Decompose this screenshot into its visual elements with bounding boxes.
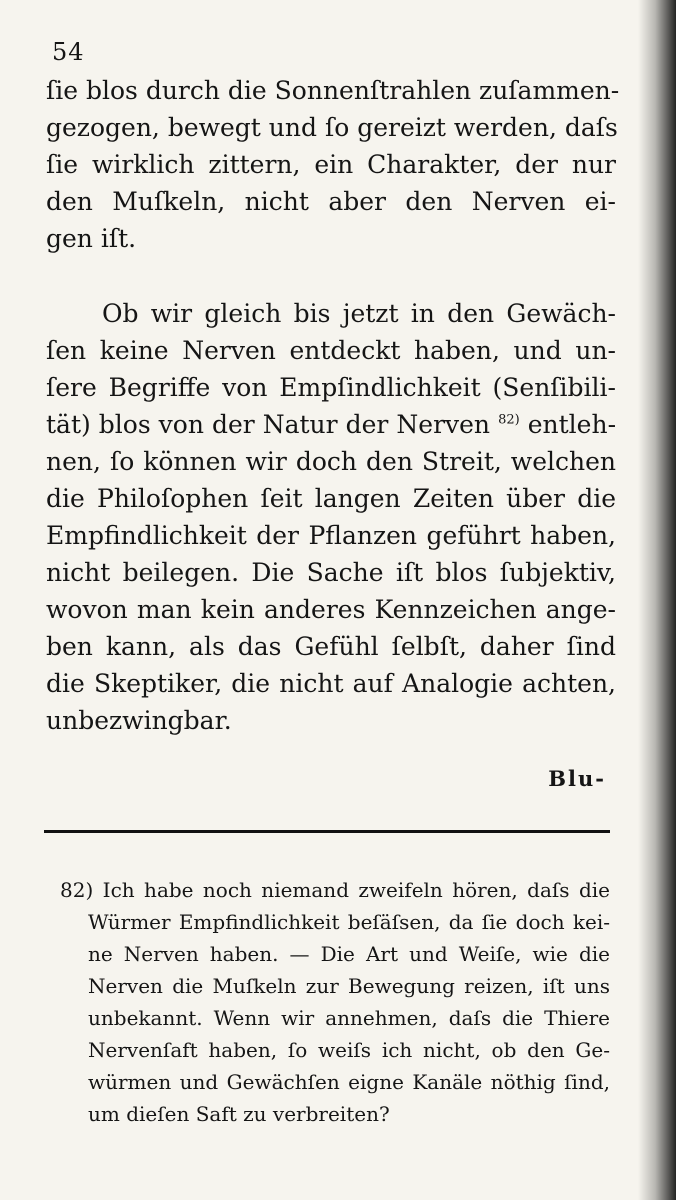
footnote-line: um dieſen Saft zu verbreiten? — [88, 1102, 390, 1126]
text-line: unbezwingbar. — [46, 706, 232, 735]
text-line: nen, ſo können wir doch den Streit, welchen — [46, 447, 616, 476]
footnote — [60, 874, 610, 1130]
text-line: gen iſt. — [46, 224, 137, 253]
text-line: ſen keine Nerven entdeckt haben, und un- — [46, 336, 616, 365]
footnote-line: ne Nerven haben. — Die Art und Weiſe, wie die — [88, 942, 610, 966]
footnote-line: würmen und Gewächſen eigne Kanäle nöthig ſind, — [88, 1070, 610, 1094]
text-line: die Philoſophen ſeit langen Zeiten über die — [46, 484, 616, 513]
footnote-number: 82) — [60, 878, 94, 902]
text-line: ſie wirklich zittern, ein Charakter, der nur — [46, 150, 616, 179]
footnote-line: Nerven die Muſkeln zur Bewegung reizen, iſt uns — [88, 974, 610, 998]
text-line: wovon man kein anderes Kennzeichen ange- — [46, 595, 616, 624]
text-line: ſie blos durch die Sonnenſtrahlen zuſammen- — [46, 76, 620, 105]
footnote-line: Würmer Empfindlichkeit beſäſsen, da ſie doch kei- — [88, 910, 610, 934]
text-segment: tät) blos von der Natur der Nerven — [46, 410, 491, 439]
text-segment: Ich habe noch niemand zweifeln hören, daſs die — [102, 878, 610, 902]
text-line: gezogen, bewegt und ſo gereizt werden, daſs — [46, 113, 618, 142]
text-line: Ob wir gleich bis jetzt in den Gewäch- — [102, 299, 616, 328]
text-line: ben kann, als das Gefühl ſelbſt, daher ſind — [46, 632, 616, 661]
footnote-line: unbekannt. Wenn wir annehmen, daſs die Thiere — [88, 1006, 610, 1030]
footnote-divider — [44, 830, 610, 833]
catchword: Blu- — [548, 766, 606, 791]
paragraph-1 — [46, 72, 620, 257]
text-line: Empfindlichkeit der Pflanzen geführt haben, — [46, 521, 616, 550]
text-line: ſere Begriffe von Empſindlichkeit (Senſibili- — [46, 373, 616, 402]
text-line: die Skeptiker, die nicht auf Analogie achten, — [46, 669, 616, 698]
paragraph-2 — [46, 295, 616, 739]
footnote-line — [60, 874, 610, 906]
main-text — [46, 72, 620, 739]
text-segment: entleh- — [527, 410, 617, 439]
text-line-with-reference — [46, 406, 616, 443]
footnote-reference: 82) — [498, 412, 520, 428]
page-edge-shadow — [638, 0, 676, 1200]
footnote-line: Nervenſaft haben, ſo weiſs ich nicht, ob den Ge- — [88, 1038, 610, 1062]
page-number: 54 — [52, 38, 85, 66]
text-line: nicht beilegen. Die Sache iſt blos ſubjektiv, — [46, 558, 616, 587]
text-line: den Muſkeln, nicht aber den Nerven ei- — [46, 187, 616, 216]
